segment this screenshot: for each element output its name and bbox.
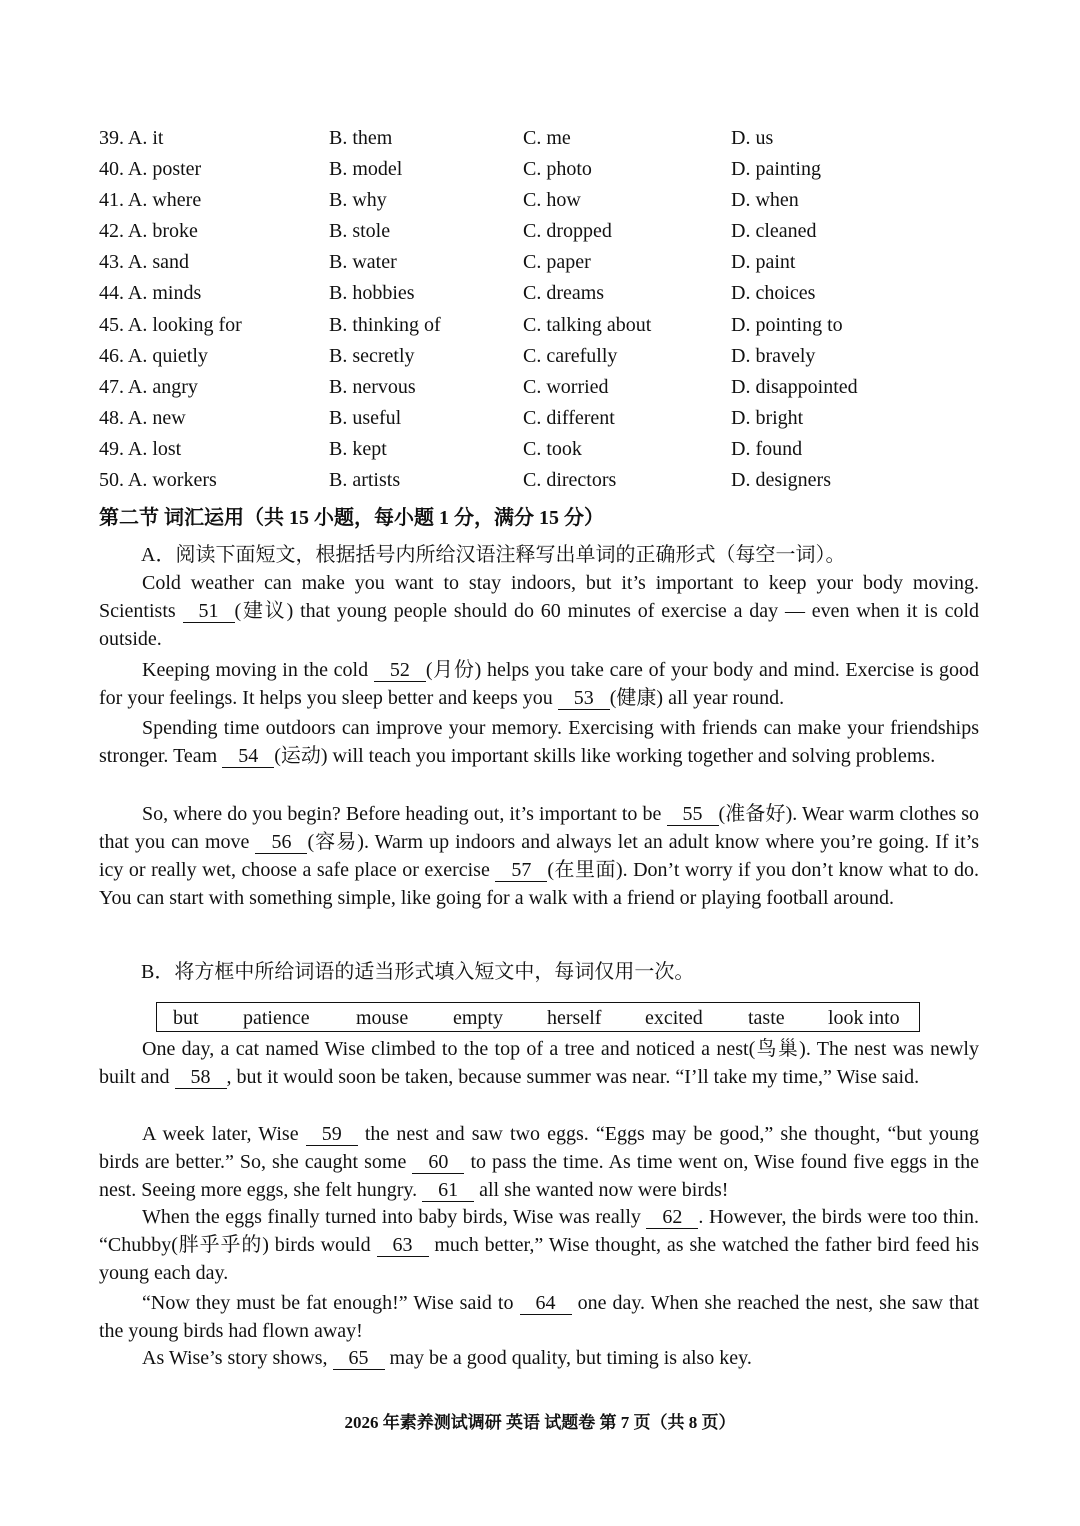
word-box-item: patience <box>243 1007 310 1029</box>
option-c: C. directors <box>523 469 617 492</box>
blank-53: 53 <box>558 687 610 710</box>
blank-63: 63 <box>377 1234 429 1257</box>
passage-text: much better,” Wise thought, as she watched the father bird feed his young each day. <box>99 1234 979 1284</box>
passage-b-paragraph <box>99 1344 979 1372</box>
question-row <box>99 186 979 217</box>
word-box-item: empty <box>453 1007 503 1029</box>
blank-59: 59 <box>306 1123 358 1146</box>
option-b: B. thinking of <box>329 313 441 336</box>
option-c: C. took <box>523 437 582 460</box>
passage-text: (容易). Warm up indoors and always let an adult know where you’re going. If it’s icy or really wet, choose a safe place or exercise <box>99 831 979 881</box>
option-a: 44. A. minds <box>99 282 202 305</box>
option-d: D. painting <box>731 158 821 181</box>
blank-58: 58 <box>175 1066 227 1089</box>
question-row <box>99 342 979 373</box>
option-a: 39. A. it <box>99 127 164 149</box>
blank-55: 55 <box>667 803 719 826</box>
option-d: D. bright <box>731 406 804 429</box>
option-a: 50. A. workers <box>99 469 217 492</box>
blank-51: 51 <box>183 600 235 623</box>
option-c: C. paper <box>523 251 591 274</box>
word-box-item: herself <box>547 1007 602 1029</box>
option-b: B. kept <box>329 437 387 460</box>
passage-a-paragraph <box>99 714 979 770</box>
passage-text: , but it would soon be taken, because summer was near. “I’ll take my time,” Wise said. <box>226 1066 920 1088</box>
option-b: B. them <box>329 127 393 149</box>
option-b: B. water <box>329 251 397 274</box>
option-b: B. hobbies <box>329 282 415 305</box>
passage-text: the nest and saw two eggs. “Eggs may be good,” she thought, “but young birds are better.” So, she caught some <box>99 1123 980 1173</box>
passage-text: may be a good quality, but timing is also key. <box>384 1347 752 1369</box>
option-a: 47. A. angry <box>99 375 198 398</box>
part-b-instruction: B．将方框中所给词语的适当形式填入短文中，每词仅用一次。 <box>141 961 695 983</box>
passage-text: “Now they must be fat enough!” Wise said to <box>142 1292 520 1314</box>
option-c: C. me <box>523 127 571 149</box>
option-c: C. talking about <box>523 313 652 336</box>
passage-text: Keeping moving in the cold <box>142 659 374 681</box>
passage-text: So, where do you begin? Before heading out, it’s important to be <box>142 803 667 825</box>
passage-text: Spending time outdoors can improve your memory. Exercising with friends can make your friendships stronger. Team <box>99 717 979 767</box>
blank-61: 61 <box>422 1179 474 1202</box>
word-box <box>156 1002 920 1032</box>
question-row <box>99 435 979 466</box>
option-b: B. useful <box>329 406 402 429</box>
option-c: C. dreams <box>523 282 605 305</box>
passage-text: . However, the birds were too thin. “Chubby(胖乎乎的) birds would <box>99 1206 979 1256</box>
passage-text: A week later, Wise <box>142 1123 306 1145</box>
passage-text: (准备好). Wear warm clothes so that you can move <box>99 803 979 853</box>
option-d: D. choices <box>731 282 816 305</box>
option-c: C. photo <box>523 158 592 181</box>
option-c: C. different <box>523 406 615 429</box>
option-d: D. found <box>731 437 803 460</box>
passage-b-paragraph <box>99 1035 979 1091</box>
page-footer: 2026 年素养测试调研 英语 试题卷 第 7 页（共 8 页） <box>344 1413 736 1432</box>
part-a-instruction: A．阅读下面短文，根据括号内所给汉语注释写出单词的正确形式（每空一词）。 <box>141 544 846 566</box>
blank-52: 52 <box>374 659 426 682</box>
blank-54: 54 <box>222 745 274 768</box>
option-b: B. stole <box>329 220 391 243</box>
passage-a-paragraph <box>99 656 979 712</box>
option-d: D. pointing to <box>731 313 843 336</box>
passage-text: As Wise’s story shows, <box>142 1347 333 1369</box>
option-a: 46. A. quietly <box>99 344 208 367</box>
passage-text: One day, a cat named Wise climbed to the top of a tree and noticed a nest(鸟巢). The nest was newly built and <box>99 1038 979 1088</box>
passage-text: one day. When she reached the nest, she saw that the young birds had flown away! <box>99 1292 979 1342</box>
option-a: 41. A. where <box>99 189 202 212</box>
question-row <box>99 217 979 248</box>
blank-62: 62 <box>646 1206 698 1229</box>
passage-a-paragraph <box>99 800 979 912</box>
option-b: B. why <box>329 189 387 212</box>
passage-text: all she wanted now were birds! <box>474 1179 729 1201</box>
option-d: D. bravely <box>731 344 816 367</box>
question-row <box>99 155 979 186</box>
option-d: D. disappointed <box>731 375 858 398</box>
blank-65: 65 <box>333 1347 385 1370</box>
multiple-choice-options <box>99 124 979 497</box>
question-row <box>99 404 979 435</box>
option-a: 40. A. poster <box>99 158 202 181</box>
passage-text: (建议) that young people should do 60 minutes of exercise a day — even when it is cold outside. <box>99 600 979 650</box>
passage-text: (健康) all year round. <box>609 687 785 709</box>
word-box-item: excited <box>645 1007 703 1029</box>
blank-64: 64 <box>520 1292 572 1315</box>
passage-b-paragraph <box>99 1289 979 1345</box>
passage-text: (运动) will teach you important skills like working together and solving problems. <box>274 745 936 767</box>
option-b: B. model <box>329 158 403 181</box>
word-box-item: look into <box>828 1007 900 1029</box>
option-a: 45. A. looking for <box>99 313 242 336</box>
option-c: C. carefully <box>523 344 618 367</box>
blank-60: 60 <box>412 1151 464 1174</box>
blank-56: 56 <box>255 831 307 854</box>
option-d: D. designers <box>731 469 831 492</box>
passage-text: (在里面). Don’t worry if you don’t know what to do. You can start with something simple, like going for a walk with a friend or playing football around. <box>99 859 979 909</box>
word-box-item: taste <box>748 1007 785 1029</box>
question-row <box>99 373 979 404</box>
option-d: D. paint <box>731 251 796 274</box>
passage-text: When the eggs finally turned into baby birds, Wise was really <box>142 1206 647 1228</box>
option-b: B. nervous <box>329 375 416 398</box>
blank-57: 57 <box>495 859 547 882</box>
option-c: C. how <box>523 189 581 212</box>
word-box-item: mouse <box>356 1007 409 1029</box>
section-title: 第二节 词汇运用（共 15 小题，每小题 1 分，满分 15 分） <box>99 507 604 529</box>
passage-b-paragraph <box>99 1120 979 1204</box>
passage-text: Cold weather can make you want to stay indoors, but it’s important to keep your body moving. Scientists <box>99 572 979 622</box>
question-row <box>99 279 979 310</box>
option-c: C. worried <box>523 375 609 398</box>
passage-b-paragraph <box>99 1203 979 1287</box>
option-d: D. when <box>731 189 799 212</box>
passage-text: to pass the time. As time went on, Wise found five eggs in the nest. Seeing more eggs, she felt hungry. <box>99 1151 979 1201</box>
word-box-item: but <box>173 1007 199 1029</box>
option-b: B. secretly <box>329 344 415 367</box>
option-b: B. artists <box>329 469 401 492</box>
option-a: 49. A. lost <box>99 437 182 460</box>
question-row <box>99 311 979 342</box>
question-row <box>99 248 979 279</box>
question-row <box>99 124 979 155</box>
option-d: D. cleaned <box>731 220 817 243</box>
question-row <box>99 466 979 497</box>
option-d: D. us <box>731 127 774 149</box>
option-a: 42. A. broke <box>99 220 198 243</box>
option-a: 43. A. sand <box>99 251 189 274</box>
option-c: C. dropped <box>523 220 612 243</box>
option-a: 48. A. new <box>99 406 186 429</box>
passage-a-paragraph <box>99 569 979 653</box>
passage-text: (月份) helps you take care of your body and mind. Exercise is good for your feelings. It helps you sleep better and keeps you <box>99 659 979 709</box>
